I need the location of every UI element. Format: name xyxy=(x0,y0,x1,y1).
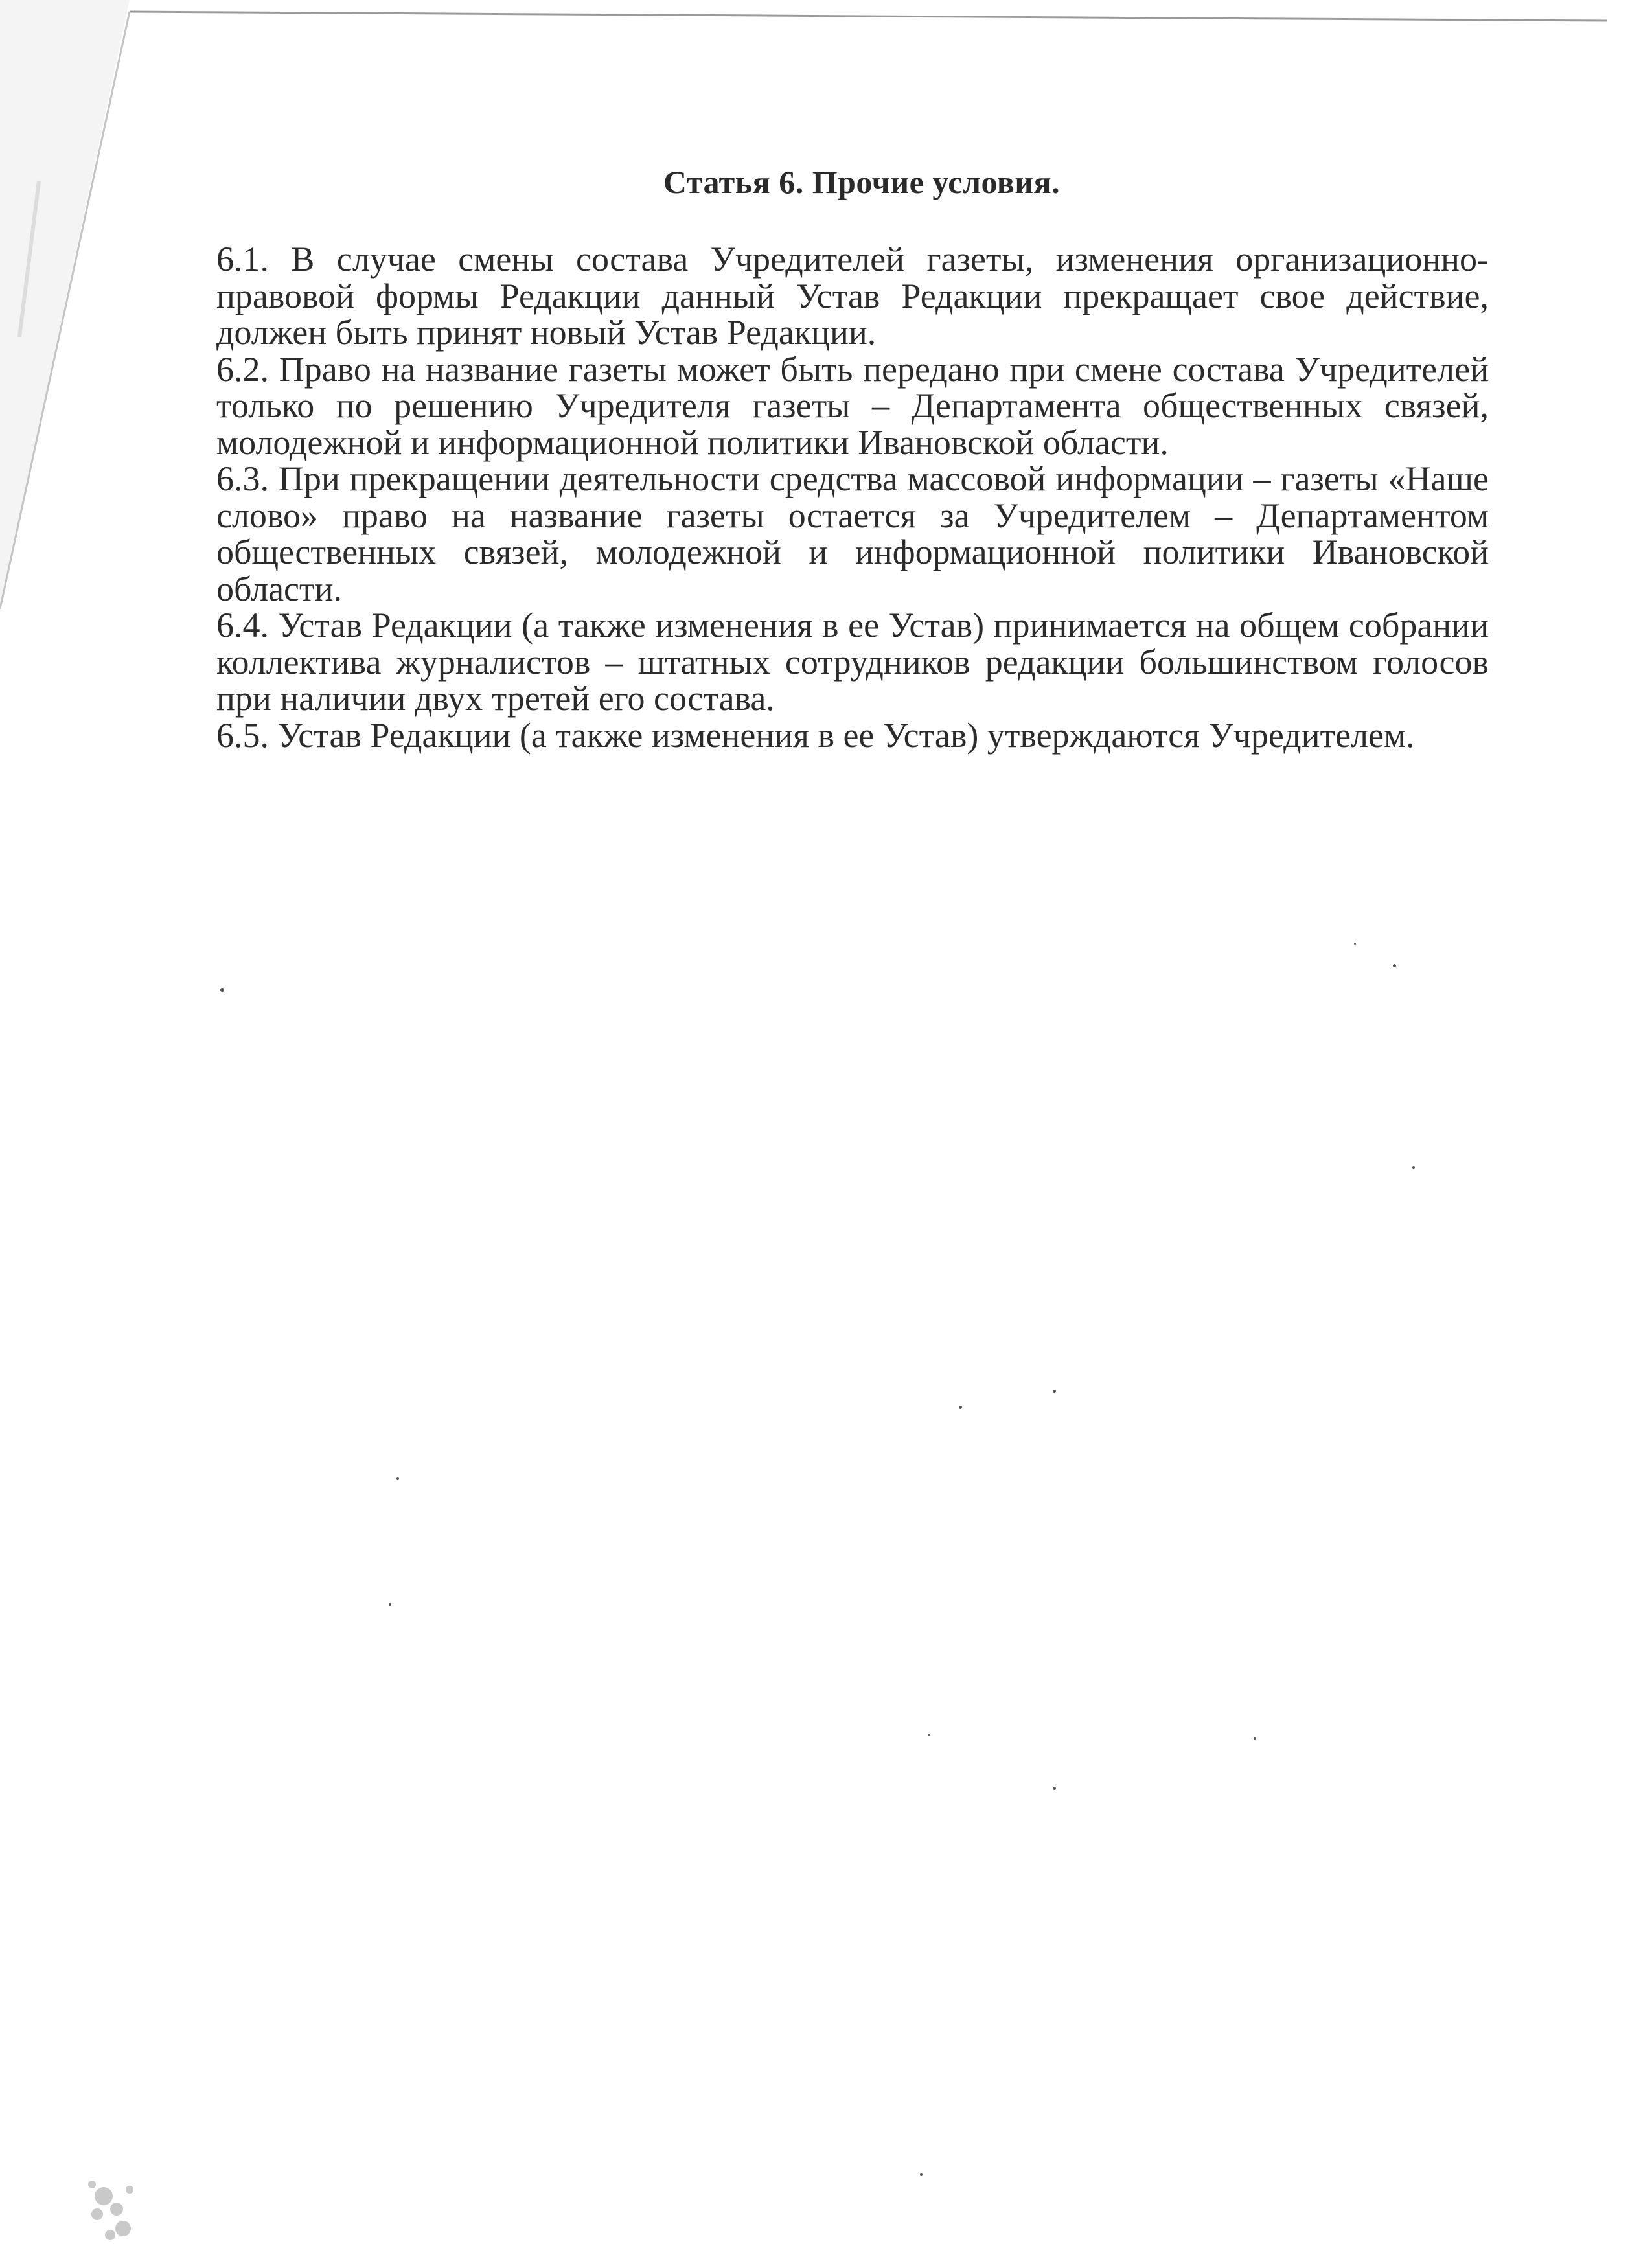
paragraph-6-3: 6.3. При прекращении деятельности средства массовой информации – газеты «Наше слово» право на название газеты остается за Учредителем – Департаментом общественных связей, молодежной и информационной политики Ивановской области. xyxy=(216,459,1489,608)
article-body xyxy=(216,241,1489,753)
scan-speck xyxy=(920,2173,923,2176)
paragraph-6-2: 6.2. Право на название газеты может быть передано при смене состава Учредителей только по решению Учредителя газеты – Департамента общественных связей, молодежной и информационной политики Ивановской области. xyxy=(216,349,1489,462)
scan-speck xyxy=(389,1603,391,1606)
article-heading: Статья 6. Прочие условия. xyxy=(663,164,1061,200)
scan-speck xyxy=(1053,1390,1056,1393)
scan-speck xyxy=(1354,943,1356,945)
scan-speck xyxy=(1393,964,1396,967)
paragraph-6-4: 6.4. Устав Редакции (а также изменения в ее Устав) принимается на общем собрании коллектива журналистов – штатных сотрудников редакции большинством голосов при наличии двух третей его состава. xyxy=(216,606,1489,718)
scan-speck xyxy=(1412,1166,1415,1169)
paragraph-6-1: 6.1. В случае смены состава Учредителей газеты, изменения организационно-правовой формы Редакции данный Устав Редакции прекращает свое действие, должен быть принят новый Устав Редакции. xyxy=(216,240,1489,352)
scan-speck xyxy=(396,1477,399,1480)
scan-speck xyxy=(928,1734,930,1736)
paragraph-6-5: 6.5. Устав Редакции (а также изменения в ее Устав) утверждаются Учредителем. xyxy=(216,715,1415,755)
scan-speck xyxy=(1254,1737,1256,1740)
scan-speck xyxy=(220,988,224,992)
scan-speck xyxy=(959,1406,962,1409)
scan-speck xyxy=(1053,1787,1056,1790)
